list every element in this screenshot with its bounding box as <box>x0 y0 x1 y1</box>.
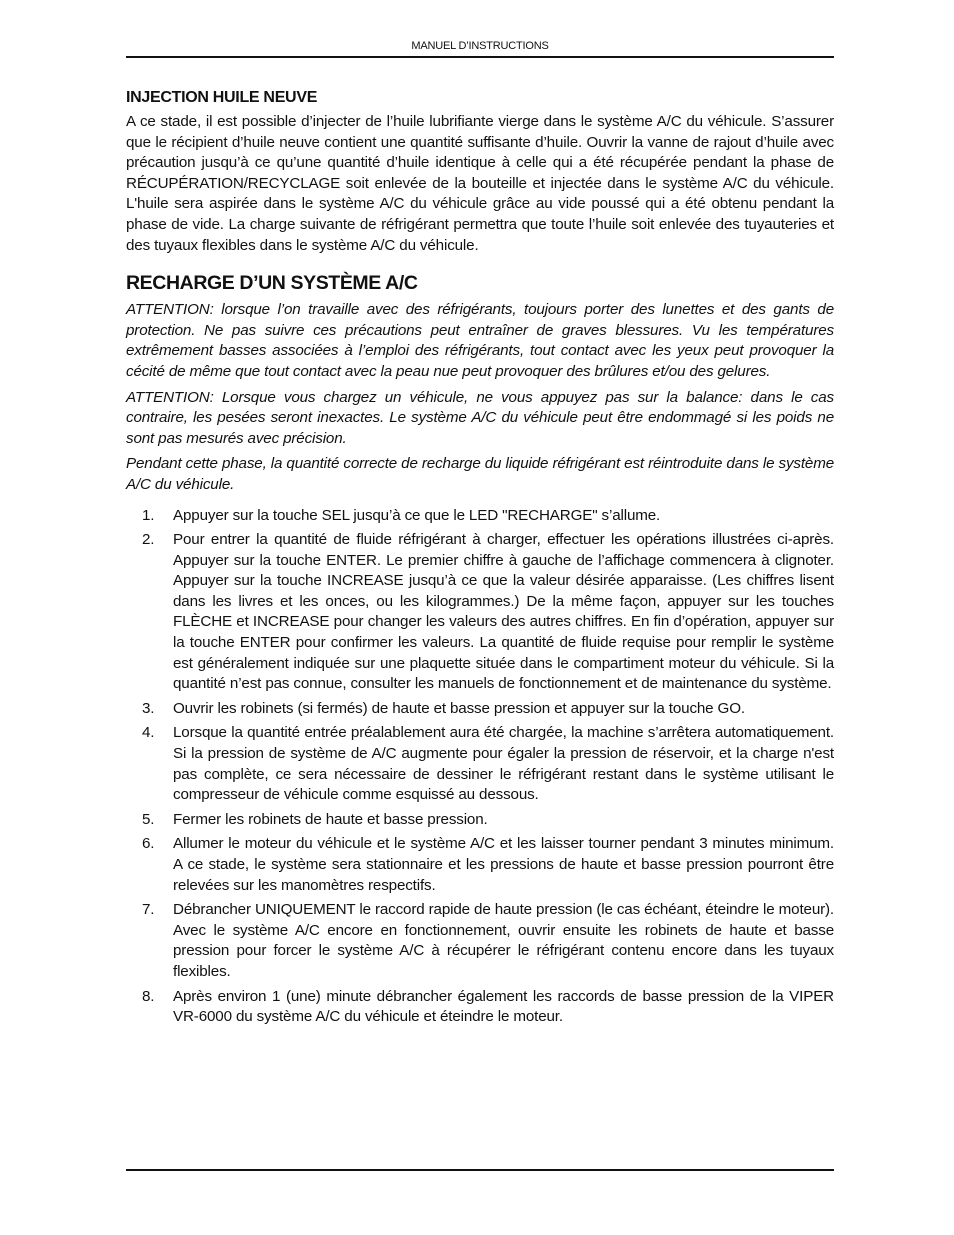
list-item <box>126 723 834 805</box>
step-number: 4. <box>142 724 155 742</box>
list-item <box>126 834 834 896</box>
step-text: Pour entrer la quantité de fluide réfrigérant à charger, effectuer les opérations illustrées ci-après. Appuyer sur la touche ENTER. Le premier chiffre à gauche de l’affichage commencera à clignoter. Appuyer sur la touche INCREASE jusqu’à ce que la valeur désirée apparaisse. (Les chiffres lisent dans les livres et les onces, ou les kilogrammes.) De la même façon, appuyer sur les touches FLÈCHE et INCREASE pour changer les valeurs des autres chiffres. En fin d’opération, appuyer sur la touche ENTER pour confirmer les valeurs. La quantité de fluide requise pour remplir le système est généralement indiquée sur une plaquette située dans le compartiment moteur du véhicule. Si la quantité n’est pas connue, consulter les manuels de fonctionnement et de maintenance du système. <box>173 531 834 693</box>
step-text: Fermer les robinets de haute et basse pression. <box>173 810 488 828</box>
step-text: Ouvrir les robinets (si fermés) de haute et basse pression et appuyer sur la touche GO. <box>173 699 745 717</box>
list-item <box>126 900 834 982</box>
step-number: 8. <box>142 987 155 1005</box>
list-item <box>126 506 834 527</box>
step-text: Débrancher UNIQUEMENT le raccord rapide de haute pression (le cas échéant, éteindre le moteur). Avec le système A/C encore en fonctionnement, ouvrir ensuite les robinets de haute et basse pression pour forcer le système A/C à récupérer le réfrigérant contenu encore dans les tuyaux flexibles. <box>173 901 834 980</box>
step-text: Appuyer sur la touche SEL jusqu’à ce que le LED "RECHARGE" s’allume. <box>173 506 661 524</box>
step-number: 1. <box>142 506 155 524</box>
list-item <box>126 810 834 831</box>
step-number: 2. <box>142 531 155 549</box>
step-number: 6. <box>142 835 155 853</box>
injection-paragraph: A ce stade, il est possible d’injecter de l’huile lubrifiante vierge dans le système A/C du véhicule. S’assurer que le récipient d’huile neuve contient une quantité suffisante d’huile. Ouvrir la vanne de rajout d’huile avec précaution jusqu’à ce qu’une quantité d’huile identique à celle qui a été récupérée pendant la phase de RÉCUPÉRATION/RECYCLAGE soit enlevée de la bouteille et injectée dans le système A/C du véhicule. L'huile sera aspirée dans le système A/C du véhicule grâce au vide poussé qui a été obtenu pendant la phase de vide. La charge suivante de réfrigérant permettra que toute l’huile soit enlevée des tuyauteries et des tuyaux flexibles dans le système A/C du véhicule. <box>126 113 834 254</box>
recharge-heading: RECHARGE D’UN SYSTÈME A/C <box>126 272 418 295</box>
recharge-steps-list <box>126 506 834 1028</box>
step-number: 3. <box>142 699 155 717</box>
step-text: Lorsque la quantité entrée préalablement aura été chargée, la machine s’arrêtera automatiquement. Si la pression de système de A/C augmente pour égaler la pression de réservoir, et la charge n'est pas complète, ce sera nécessaire de dessiner le réfrigérant restant dans le système utilisant le compresseur de véhicule comme esquissé au dessous. <box>173 724 834 804</box>
footer-rule <box>126 1169 834 1171</box>
list-item <box>126 530 834 695</box>
page-content <box>126 88 834 1032</box>
step-text: Après environ 1 (une) minute débrancher également les raccords de basse pression de la VIPER VR-6000 du système A/C du véhicule et éteindre le moteur. <box>173 987 834 1026</box>
list-item <box>126 699 834 720</box>
injection-heading: INJECTION HUILE NEUVE <box>126 89 318 106</box>
list-item <box>126 987 834 1028</box>
warning-protection: ATTENTION: lorsque l’on travaille avec des réfrigérants, toujours porter des lunettes et des gants de protection. Ne pas suivre ces précautions peut entraîner de graves blessures. Vu les températures extrêmement basses associées à l’emploi des réfrigérants, tout contact avec les yeux peut provoquer la cécité de même que tout contact avec la peau nue peut provoquer des brûlures et/ou des gelures. <box>126 301 834 380</box>
step-number: 7. <box>142 901 155 919</box>
warning-balance: ATTENTION: Lorsque vous chargez un véhicule, ne vous appuyez pas sur la balance: dans le cas contraire, les pesées seront inexactes. Le système A/C du véhicule peut être endommagé si les poids ne sont pas mesurés avec précision. <box>126 388 834 447</box>
step-number: 5. <box>142 810 155 828</box>
header-rule <box>126 56 834 58</box>
running-header: MANUEL D’INSTRUCTIONS <box>411 40 549 52</box>
recharge-intro: Pendant cette phase, la quantité correcte de recharge du liquide réfrigérant est réintroduite dans le système A/C du véhicule. <box>126 455 834 493</box>
step-text: Allumer le moteur du véhicule et le système A/C et les laisser tourner pendant 3 minutes minimum. A ce stade, le système sera stationnaire et les pressions de haute et basse pression pourront être relevées sur les manomètres respectifs. <box>173 835 834 894</box>
